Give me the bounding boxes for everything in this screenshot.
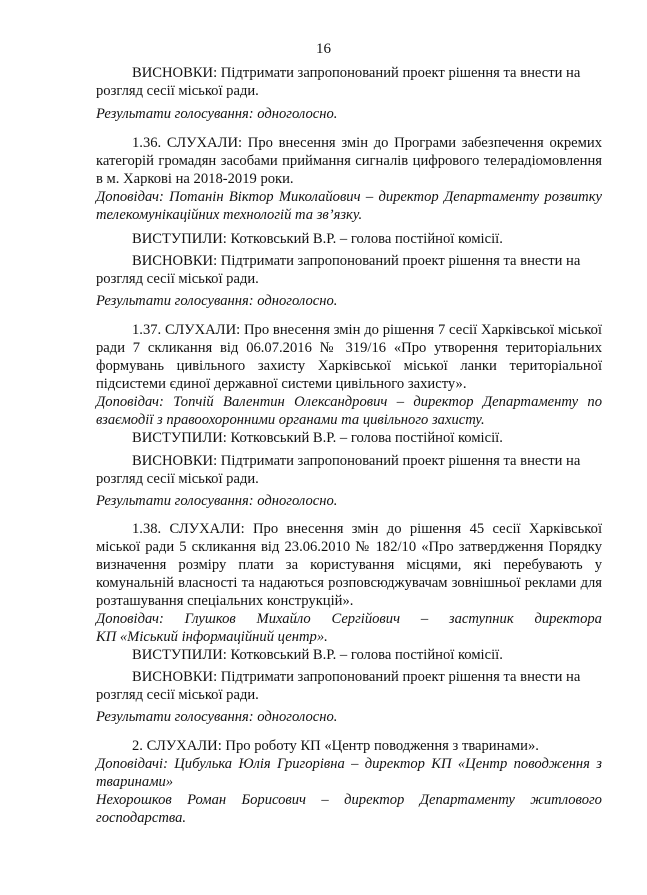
speaker-word: житлового xyxy=(530,792,602,808)
spoke-text: ВИСТУПИЛИ: Котковський В.Р. – голова постійної комісії. xyxy=(132,647,503,663)
vote-result: Результати голосування: одноголосно. xyxy=(96,293,338,309)
conclusion-line: розгляд сесії міської ради. xyxy=(96,83,259,99)
spoke-line xyxy=(96,230,602,248)
conclusion-line: розгляд сесії міської ради. xyxy=(96,687,259,703)
conclusion-line: ВИСНОВКИ: Підтримати запропонований проект рішення та внести на xyxy=(132,453,581,469)
item-speaker: Доповідачі: Цибулька Юлія Григорівна – директор КП «Центр поводження з тваринами» xyxy=(96,756,602,790)
item-speaker xyxy=(96,610,602,628)
item-speaker-2 xyxy=(96,791,602,809)
spoke-text: ВИСТУПИЛИ: Котковський В.Р. – голова постійної комісії. xyxy=(132,430,503,446)
conclusion-line: ВИСНОВКИ: Підтримати запропонований проект рішення та внести на xyxy=(132,669,581,685)
speaker-word: директора xyxy=(534,611,602,627)
vote-result: Результати голосування: одноголосно. xyxy=(96,106,338,122)
speaker-word: – xyxy=(321,792,329,808)
conclusion-line: ВИСНОВКИ: Підтримати запропонований проект рішення та внести на xyxy=(132,253,581,269)
page-number: 16 xyxy=(316,41,331,57)
agenda-item xyxy=(96,520,602,646)
speaker-word: Михайло xyxy=(256,611,311,627)
agenda-item xyxy=(96,321,602,429)
speaker-word: Доповідач: xyxy=(96,611,164,627)
vote-result: Результати голосування: одноголосно. xyxy=(96,493,338,509)
item-speaker: Доповідач: Топчій Валентин Олександрович – директор Департаменту по взаємодії з правоохоронними органами та цивільного захисту. xyxy=(96,394,602,428)
conclusion-block xyxy=(96,668,602,704)
speaker-word: заступник xyxy=(448,611,514,627)
speaker-word: директор xyxy=(344,792,405,808)
spoke-line xyxy=(96,646,602,664)
speaker-word: Сергійович xyxy=(331,611,401,627)
conclusion-block xyxy=(96,252,602,288)
speaker-word: Нехорошков xyxy=(96,792,172,808)
conclusion-line: розгляд сесії міської ради. xyxy=(96,271,259,287)
item-speaker-line2: КП «Міський інформаційний центр». xyxy=(96,629,328,645)
speaker-word: – xyxy=(420,611,429,627)
item-heard: 1.36. СЛУХАЛИ: Про внесення змін до Програми забезпечення окремих категорій громадян засобами приймання сигналів цифрового телерадіомовлення в м. Харкові на 2018-2019 роки. xyxy=(96,135,602,187)
speaker-word: Борисович xyxy=(241,792,307,808)
speaker-word: Департаменту xyxy=(419,792,515,808)
conclusion-block xyxy=(96,64,602,100)
item-speaker-2-line2: господарства. xyxy=(96,810,187,826)
agenda-item xyxy=(96,134,602,224)
item-heard: 1.38. СЛУХАЛИ: Про внесення змін до рішення 45 сесії Харківської міської ради 5 скликання від 23.06.2010 № 182/10 «Про затвердження Порядку визначення розміру плати за користування місцями, які перебувають у комунальній власності та надаються розповсюджувачам зовнішньої реклами для розташування спеціальних конструкцій». xyxy=(96,521,602,609)
conclusion-block xyxy=(96,452,602,488)
speaker-word: Роман xyxy=(187,792,227,808)
item-speaker: Доповідач: Потанін Віктор Миколайович – директор Департаменту розвитку телекомунікаційних технологій та зв’язку. xyxy=(96,189,602,223)
conclusion-line: ВИСНОВКИ: Підтримати запропонований проект рішення та внести на xyxy=(132,65,581,81)
vote-result: Результати голосування: одноголосно. xyxy=(96,709,338,725)
agenda-item xyxy=(96,737,602,827)
spoke-line xyxy=(96,429,602,447)
item-heard: 1.37. СЛУХАЛИ: Про внесення змін до рішення 7 сесії Харківської міської ради 7 скликання від 06.07.2016 № 319/16 «Про утворення територіальних формувань цивільного захисту Харківської міської ланки територіальної підсистеми єдиної державної системи цивільного захисту». xyxy=(96,322,602,392)
speaker-word: Глушков xyxy=(184,611,236,627)
spoke-text: ВИСТУПИЛИ: Котковський В.Р. – голова постійної комісії. xyxy=(132,231,503,247)
item-heard: 2. СЛУХАЛИ: Про роботу КП «Центр поводження з тваринами». xyxy=(132,738,539,754)
conclusion-line: розгляд сесії міської ради. xyxy=(96,471,259,487)
